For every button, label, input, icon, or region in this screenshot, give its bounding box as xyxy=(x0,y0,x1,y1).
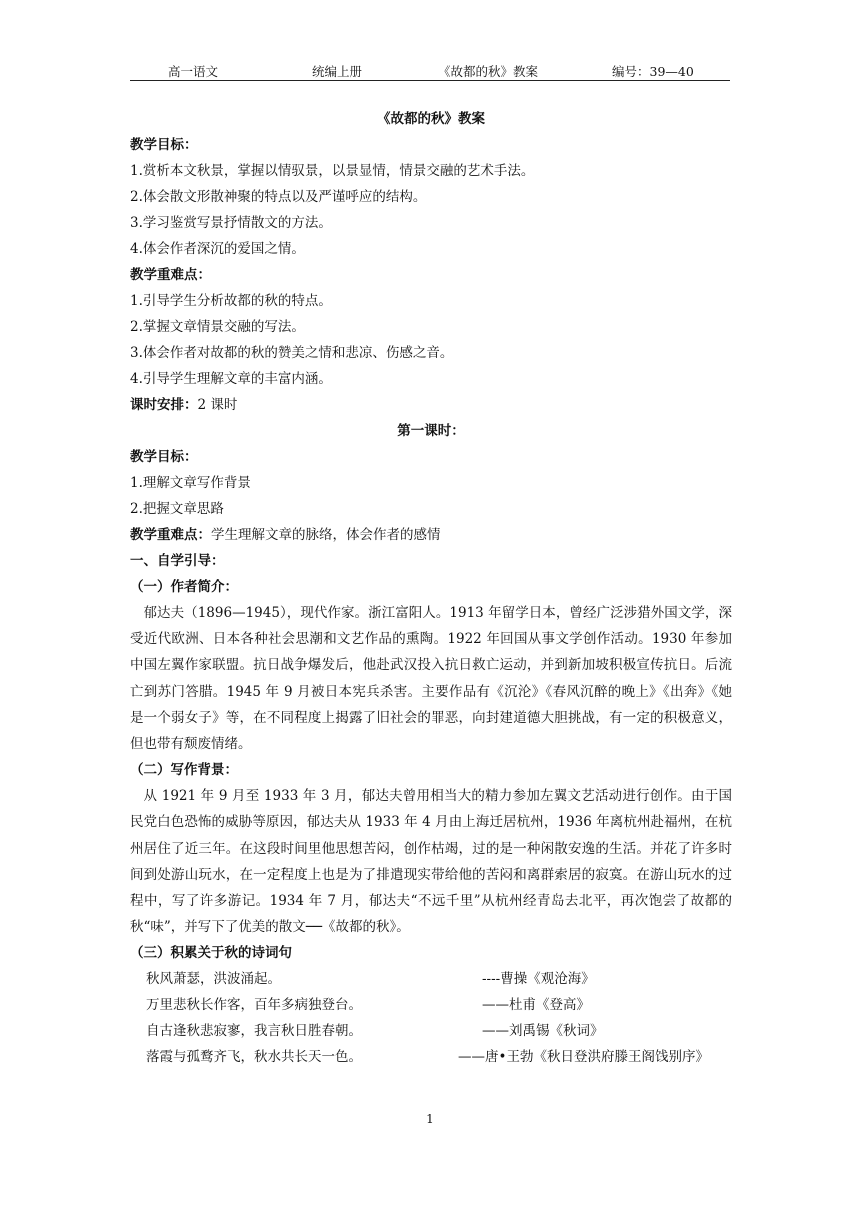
goal-item: 4.体会作者深沉的爱国之情。 xyxy=(130,241,305,257)
schedule-value: 2 课时 xyxy=(197,397,238,413)
poem-source: ----曹操《观沧海》 xyxy=(482,971,595,988)
lesson1-goal-item: 2.把握文章思路 xyxy=(130,501,224,517)
header-divider xyxy=(130,80,730,81)
poem-line xyxy=(130,1044,732,1070)
key-point-item: 2.掌握文章情景交融的写法。 xyxy=(130,319,305,335)
key-point-item: 3.体会作者对故都的秋的赞美之情和悲凉、伤感之音。 xyxy=(130,345,454,361)
poem-verse: 落霞与孤鹜齐飞，秋水共长天一色。 xyxy=(146,1049,362,1066)
subsection-heading: （一）作者简介： xyxy=(130,579,238,595)
header-grade: 高一语文 xyxy=(168,64,219,79)
goal-item: 1.赏析本文秋景，掌握以情驭景，以景显情，情景交融的艺术手法。 xyxy=(130,163,535,179)
header-title: 《故都的秋》教案 xyxy=(438,64,539,79)
poem-line xyxy=(130,966,732,992)
lesson1-goals-heading: 教学目标： xyxy=(130,449,198,465)
document-body xyxy=(130,106,732,1070)
section-heading: 一、自学引导： xyxy=(130,553,225,569)
poem-source: ——杜甫《登高》 xyxy=(482,997,590,1014)
header-volume: 统编上册 xyxy=(312,64,363,79)
schedule-line xyxy=(130,392,732,418)
lesson1-goal-item: 1.理解文章写作背景 xyxy=(130,475,251,491)
goal-item: 2.体会散文形散神聚的特点以及严谨呼应的结构。 xyxy=(130,189,427,205)
poem-verse: 万里悲秋长作客，百年多病独登台。 xyxy=(146,997,362,1014)
page-header xyxy=(130,62,730,82)
poem-source: ——刘禹锡《秋词》 xyxy=(482,1023,604,1040)
goals-heading: 教学目标： xyxy=(130,137,198,153)
poem-line xyxy=(130,992,732,1018)
author-intro-paragraph xyxy=(130,600,732,757)
key-points-heading: 教学重难点： xyxy=(130,267,211,283)
key-point-item: 4.引导学生理解文章的丰富内涵。 xyxy=(130,371,332,387)
lesson1-key-value: 学生理解文章的脉络，体会作者的感情 xyxy=(211,527,441,543)
poem-source: ——唐•王勃《秋日登洪府滕王阁饯别序》 xyxy=(458,1049,709,1066)
doc-title: 《故都的秋》教案 xyxy=(377,111,485,127)
poem-line xyxy=(130,1018,732,1044)
header-code: 编号：39—40 xyxy=(612,64,694,79)
lesson1-key-label: 教学重难点： xyxy=(130,527,211,543)
key-point-item: 1.引导学生分析故都的秋的特点。 xyxy=(130,293,332,309)
page-number: 1 xyxy=(426,1112,434,1126)
background-text: 从 1921 年 9 月至 1933 年 3 月，郁达夫曾用相当大的精力参加左翼文艺活动进行创作。由于国民党白色恐怖的威胁等原因，郁达夫从 1933 年 4 月由上海迁居杭州，1936 年离杭州赴福州，在杭州居住了近三年。在这段时间里他思想苦闷，创作枯竭，过的是一种闲散安逸的生活。并花了许多时间到处游山玩水，在一定程度上也是为了排遣现实带给他的苦闷和离群索居的寂寞。在游山玩水的过程中，写了许多游记。1934 年 7 月，郁达夫“不远千里”从杭州经青岛去北平，再次饱尝了故都的秋“味”，并写下了优美的散文──《故都的秋》。 xyxy=(130,788,732,936)
lesson1-title: 第一课时： xyxy=(397,423,465,439)
poem-verse: 秋风萧瑟，洪波涌起。 xyxy=(146,971,281,988)
lesson1-key-line xyxy=(130,522,732,548)
goal-item: 3.学习鉴赏写景抒情散文的方法。 xyxy=(130,215,332,231)
author-intro-text: 郁达夫（1896—1945），现代作家。浙江富阳人。1913 年留学日本，曾经广泛涉猎外国文学，深受近代欧洲、日本各种社会思潮和文艺作品的熏陶。1922 年回国从事文学创作活动。1930 年参加中国左翼作家联盟。抗日战争爆发后，他赴武汉投入抗日救亡运动，并到新加坡积极宣传抗日。后流亡到苏门答腊。1945 年 9 月被日本宪兵杀害。主要作品有《沉沦》《春风沉醉的晚上》《出奔》《她是一个弱女子》等，在不同程度上揭露了旧社会的罪恶，向封建道德大胆挑战，有一定的积极意义，但也带有颓废情绪。 xyxy=(130,605,732,753)
subsection-heading: （二）写作背景： xyxy=(130,762,238,779)
subsection-heading: （三）积累关于秋的诗词句 xyxy=(130,945,292,962)
schedule-label: 课时安排： xyxy=(130,397,198,413)
background-paragraph xyxy=(130,783,732,940)
poem-verse: 自古逢秋悲寂寥，我言秋日胜春朝。 xyxy=(146,1023,362,1040)
